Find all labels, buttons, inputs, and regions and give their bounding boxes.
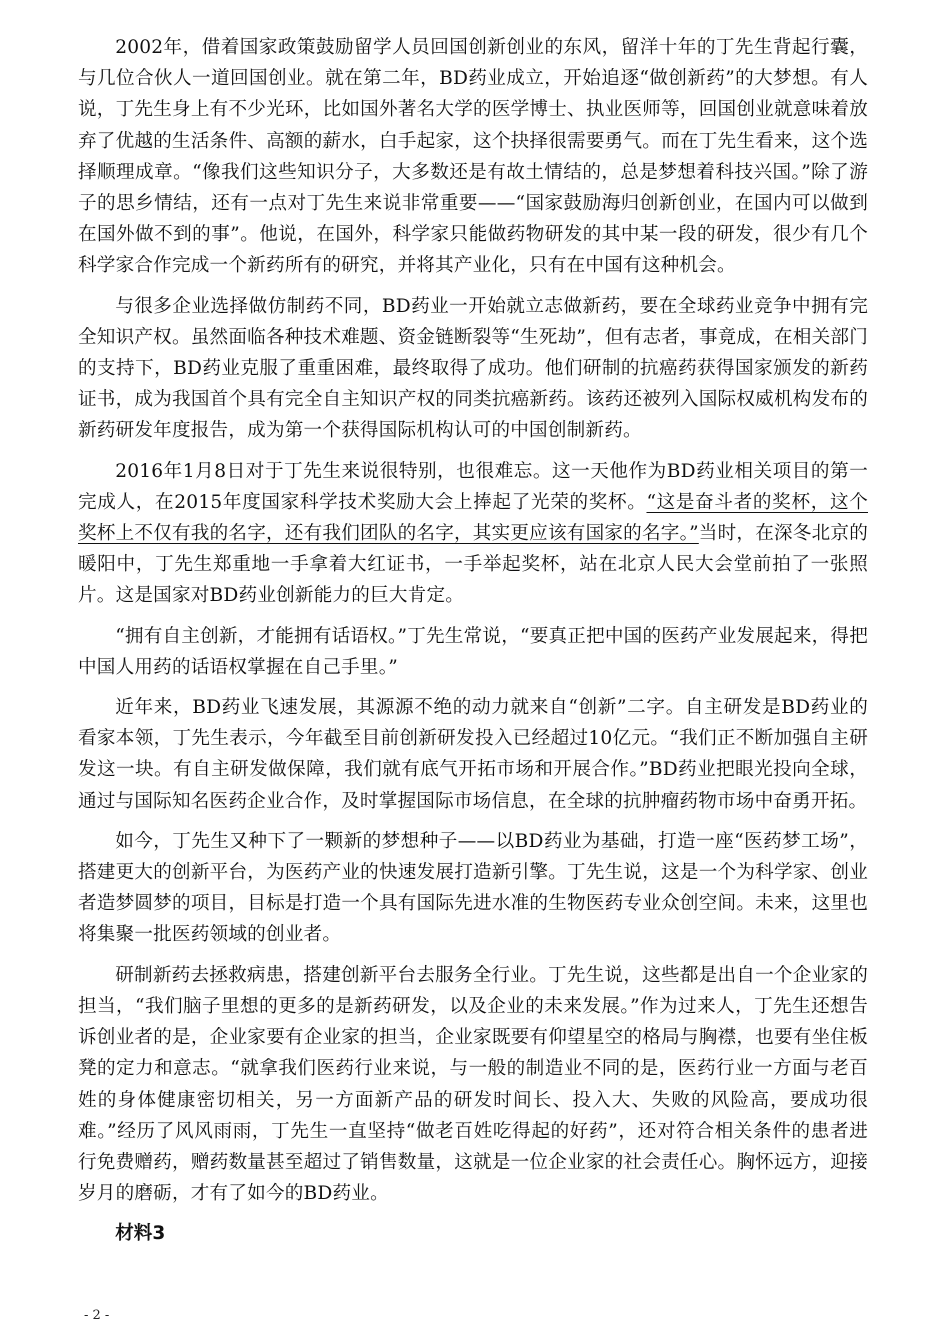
- paragraph-7: 研制新药去拯救病患，搭建创新平台去服务全行业。丁先生说，这些都是出自一个企业家的担当，“我们脑子里想的更多的是新药研发，以及企业的未来发展。”作为过来人，丁先生还想告诉创业者的是，企业家要有企业家的担当，企业家既要有仰望星空的格局与胸襟，也要有坐住板凳的定力和意志。“就拿我们医药行业来说，与一般的制造业不同的是，医药行业一方面与老百姓的身体健康密切相关，另一方面新产品的研发时间长、投入大、失败的风险高，要成功很难。”经历了风风雨雨，丁先生一直坚持“做老百姓吃得起的好药”，还对符合相关条件的患者进行免费赠药，赠药数量甚至超过了销售数量，这就是一位企业家的社会责任心。胸怀远方，迎接岁月的磨砺，才有了如今的BD药业。: [78, 964, 868, 1205]
- paragraph-4: “拥有自主创新，才能拥有话语权。”丁先生常说，“要真正把中国的医药产业发展起来，得把中国人用药的话语权掌握在自己手里。”: [78, 625, 868, 678]
- paragraph-3-after: 当时，在深冬北京的暖阳中，丁先生郑重地一手拿着大红证书，一手举起奖杯，站在北京人民大会堂前拍了一张照片。这是国家对BD药业创新能力的巨大肯定。: [78, 523, 868, 607]
- page-number: - 2 -: [84, 1308, 110, 1323]
- paragraph-3-before: 2016年1月8日对于丁先生来说很特别，也很难忘。这一天他作为BD药业相关项目的第一完成人，在2015年度国家科学技术奖励大会上捧起了光荣的奖杯。: [78, 460, 868, 513]
- underlined-quote: “这是奋斗者的奖杯，这个奖杯上不仅有我的名字，还有我们团队的名字，其实更应该有国家的名字。”: [78, 491, 868, 545]
- paragraph-6: 如今，丁先生又种下了一颗新的梦想种子——以BD药业为基础，打造一座“医药梦工场”，搭建更大的创新平台，为医药产业的快速发展打造新引擎。丁先生说，这是一个为科学家、创业者造梦圆梦的项目，目标是打造一个具有国际先进水准的生物医药专业众创空间。未来，这里也将集聚一批医药领域的创业者。: [78, 830, 868, 946]
- section-heading: 材料3: [115, 1223, 166, 1245]
- paragraph-5: 近年来，BD药业飞速发展，其源源不绝的动力就来自“创新”二字。自主研发是BD药业的看家本领，丁先生表示，今年截至目前创新研发投入已经超过10亿元。“我们正不断加强自主研发这一块。有自主研发做保障，我们就有底气开拓市场和开展合作。”BD药业把眼光投向全球，通过与国际知名医药企业合作，及时掌握国际市场信息，在全球的抗肿瘤药物市场中奋勇开拓。: [78, 697, 868, 812]
- document-body: [78, 32, 868, 1250]
- paragraph-3: [78, 456, 868, 612]
- paragraph-1: 2002年，借着国家政策鼓励留学人员回国创新创业的东风，留洋十年的丁先生背起行囊，与几位合伙人一道回国创业。就在第二年，BD药业成立，开始追逐“做创新药”的大梦想。有人说，丁先生身上有不少光环，比如国外著名大学的医学博士、执业医师等，回国创业就意味着放弃了优越的生活条件、高额的薪水，白手起家，这个抉择很需要勇气。而在丁先生看来，这个选择顺理成章。“像我们这些知识分子，大多数还是有故土情结的，总是梦想着科技兴国。”除了游子的思乡情结，还有一点对丁先生来说非常重要——“国家鼓励海归创新创业，在国内可以做到在国外做不到的事”。他说，在国外，科学家只能做药物研发的其中某一段的研发，很少有几个科学家合作完成一个新药所有的研究，并将其产业化，只有在中国有这种机会。: [78, 37, 868, 277]
- paragraph-2: 与很多企业选择做仿制药不同，BD药业一开始就立志做新药，要在全球药业竞争中拥有完全知识产权。虽然面临各种技术难题、资金链断裂等“生死劫”，但有志者，事竟成，在相关部门的支持下，BD药业克服了重重困难，最终取得了成功。他们研制的抗癌药获得国家颁发的新药证书，成为我国首个具有完全自主知识产权的同类抗癌新药。该药还被列入国际权威机构发布的新药研发年度报告，成为第一个获得国际机构认可的中国创制新药。: [78, 295, 868, 442]
